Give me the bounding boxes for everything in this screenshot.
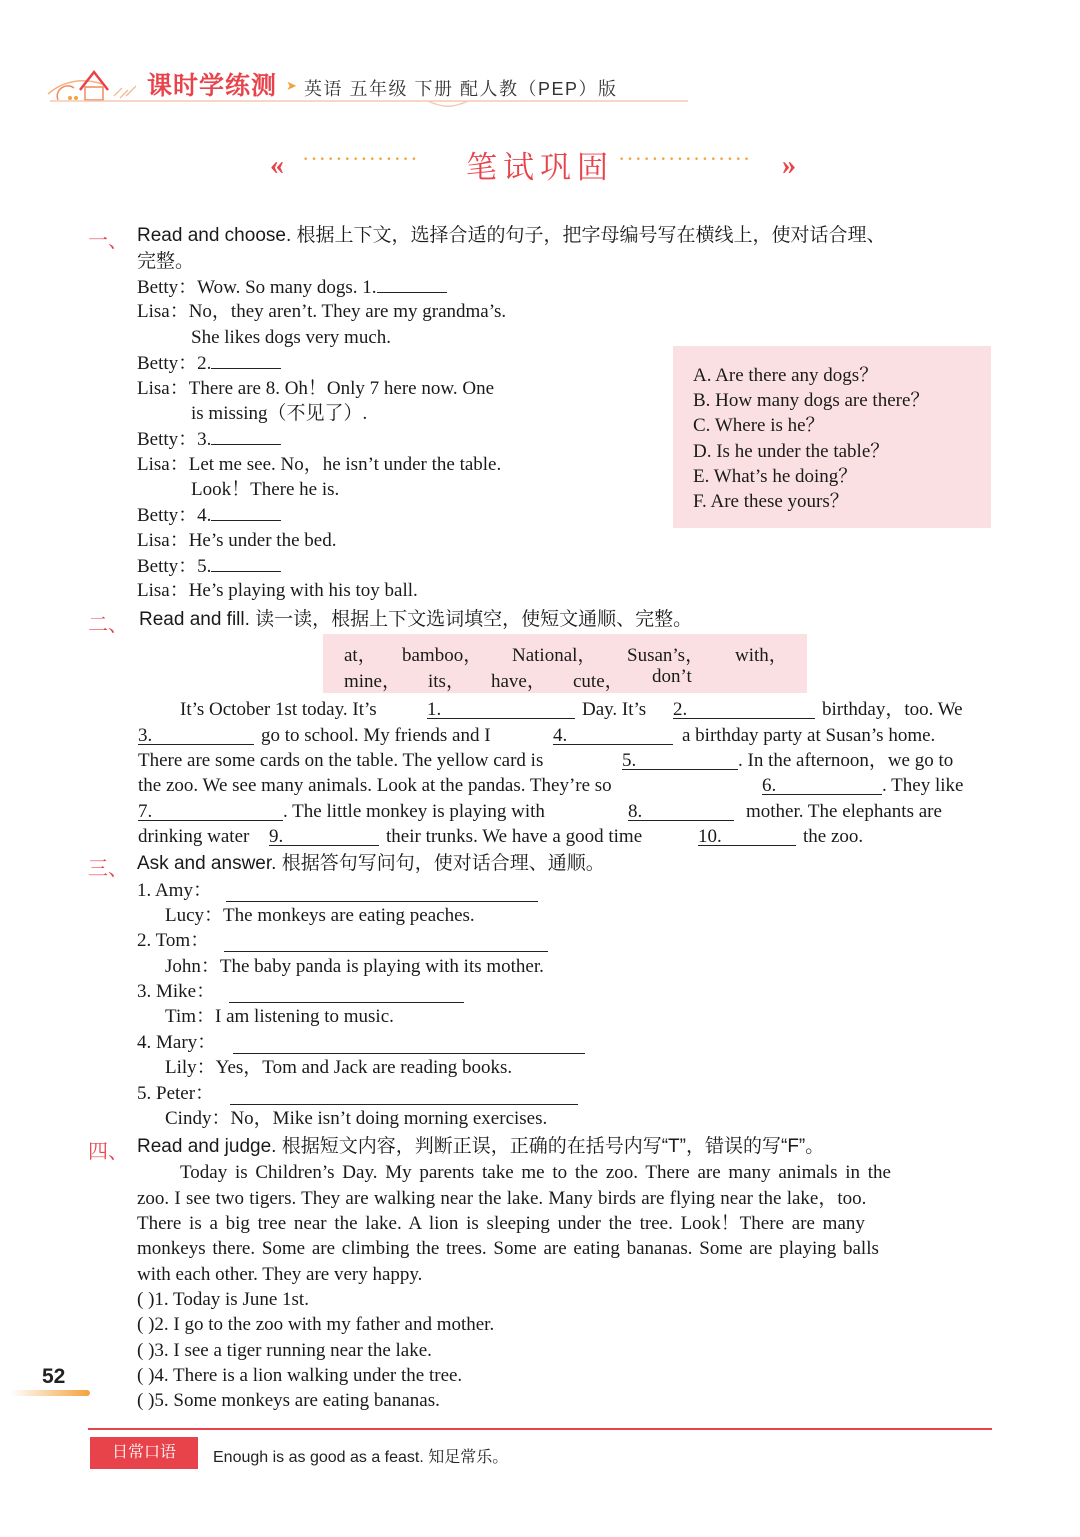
passage-line: Today is Children’s Day. My parents take me to the zoo. There are many animals in the bbox=[180, 1162, 891, 1183]
judge-statement[interactable]: ( )3. I see a tiger running near the lake. bbox=[137, 1340, 432, 1361]
word-item: at， bbox=[344, 645, 377, 666]
judge-statement[interactable]: ( )1. Today is June 1st. bbox=[137, 1289, 309, 1310]
blank-label: 10. bbox=[698, 826, 722, 847]
passage-line: their trunks. We have a good time bbox=[386, 826, 643, 847]
option-a: A. Are there any dogs？ bbox=[693, 365, 879, 386]
fill-blank[interactable] bbox=[698, 827, 796, 846]
dialogue-line: is missing（不见了）. bbox=[191, 403, 368, 424]
dialogue-line: Lisa：There are 8. Oh！Only 7 here now. One bbox=[137, 378, 495, 399]
word-bank bbox=[323, 634, 807, 693]
answer-line[interactable] bbox=[224, 933, 548, 952]
answer-blank[interactable] bbox=[377, 274, 447, 293]
part1-heading: Read and choose. 根据上下文，选择合适的句子，把字母编号写在横线上，使对话合理、 bbox=[137, 225, 886, 246]
answer-sentence: Tim：I am listening to music. bbox=[165, 1006, 394, 1027]
dialogue-line: Lisa：He’s playing with his toy ball. bbox=[137, 580, 418, 601]
footer-divider bbox=[88, 1428, 992, 1430]
judge-statement[interactable]: ( )5. Some monkeys are eating bananas. bbox=[137, 1390, 440, 1411]
dialogue-line: She likes dogs very much. bbox=[191, 327, 392, 348]
options-box bbox=[673, 346, 991, 528]
passage-line: zoo. I see two tigers. They are walking near the lake. Many birds are flying near the lake，too. bbox=[137, 1188, 867, 1209]
passage-line: the zoo. bbox=[803, 826, 864, 847]
section-title: 笔试巩固 bbox=[466, 150, 614, 185]
word-item: National， bbox=[512, 645, 597, 666]
daily-phrase-badge: 日常口语 bbox=[90, 1437, 198, 1469]
blank-label: 1. bbox=[427, 699, 442, 720]
fill-blank[interactable] bbox=[427, 700, 575, 719]
brand-arrow: ➤ bbox=[286, 78, 297, 93]
right-chevron-icon: » bbox=[782, 150, 796, 181]
page-number-bar bbox=[10, 1390, 90, 1396]
passage-line: a birthday party at Susan’s home. bbox=[682, 725, 936, 746]
judge-statement[interactable]: ( )4. There is a lion walking under the tree. bbox=[137, 1365, 463, 1386]
word-item: have， bbox=[491, 671, 546, 692]
passage-line: monkeys there. Some are climbing the trees. Some are eating bananas. Some are playing balls bbox=[137, 1238, 879, 1259]
left-chevron-icon: « bbox=[270, 150, 284, 181]
answer-line[interactable] bbox=[229, 984, 464, 1003]
option-f: F. Are these yours？ bbox=[693, 491, 849, 512]
word-item: cute， bbox=[573, 671, 624, 692]
dialogue-line: Lisa：He’s under the bed. bbox=[137, 530, 337, 551]
option-b: B. How many dogs are there？ bbox=[693, 390, 930, 411]
fill-blank[interactable] bbox=[628, 802, 734, 821]
passage-line: go to school. My friends and I bbox=[261, 725, 491, 746]
answer-sentence: Lily：Yes，Tom and Jack are reading books. bbox=[165, 1057, 513, 1078]
answer-line[interactable] bbox=[230, 1086, 578, 1105]
option-d: D. Is he under the table？ bbox=[693, 441, 890, 462]
judge-statement[interactable]: ( )2. I go to the zoo with my father and mother. bbox=[137, 1314, 495, 1335]
passage-line: Day. It’s bbox=[582, 699, 647, 720]
passage-line: mother. The elephants are bbox=[746, 801, 942, 822]
word-item: don’t bbox=[652, 666, 692, 687]
passage-line: There is a big tree near the lake. A lion is sleeping under the tree. Look！There are many bbox=[137, 1213, 865, 1234]
dialogue-line: Betty：3. bbox=[137, 426, 281, 452]
answer-blank[interactable] bbox=[211, 502, 281, 521]
passage-line: . They like bbox=[882, 775, 964, 796]
page-number: 52 bbox=[42, 1365, 66, 1388]
answer-blank[interactable] bbox=[211, 426, 281, 445]
answer-line[interactable] bbox=[233, 1035, 585, 1054]
question-label: 3. Mike： bbox=[137, 981, 216, 1002]
blank-label: 3. bbox=[138, 725, 153, 746]
left-dots: ·············· bbox=[302, 146, 419, 171]
part3-heading: Ask and answer. 根据答句写问句，使对话合理、通顺。 bbox=[137, 853, 605, 874]
answer-blank[interactable] bbox=[211, 553, 281, 572]
fill-blank[interactable] bbox=[622, 751, 738, 770]
passage-line: . The little monkey is playing with bbox=[283, 801, 545, 822]
answer-sentence: John：The baby panda is playing with its mother. bbox=[165, 956, 544, 977]
word-item: Susan’s， bbox=[627, 645, 705, 666]
dialogue-line: Lisa：Let me see. No，he isn’t under the table. bbox=[137, 454, 502, 475]
word-item: mine， bbox=[344, 671, 401, 692]
passage-line: There are some cards on the table. The yellow card is bbox=[138, 750, 544, 771]
blank-label: 4. bbox=[553, 725, 568, 746]
question-label: 5. Peter： bbox=[137, 1083, 215, 1104]
part4-number: 四、 bbox=[88, 1141, 128, 1163]
option-e: E. What’s he doing？ bbox=[693, 466, 858, 487]
answer-sentence: Lucy：The monkeys are eating peaches. bbox=[165, 905, 475, 926]
dialogue-line: Betty：5. bbox=[137, 553, 281, 579]
dialogue-line: Betty：4. bbox=[137, 502, 281, 528]
word-item: bamboo， bbox=[402, 645, 483, 666]
question-label: 4. Mary： bbox=[137, 1032, 217, 1053]
blank-label: 8. bbox=[628, 801, 643, 822]
dialogue-line: Look！There he is. bbox=[191, 479, 340, 500]
part2-number: 二、 bbox=[88, 614, 128, 636]
fill-blank[interactable] bbox=[269, 827, 379, 846]
blank-label: 9. bbox=[269, 826, 284, 847]
blank-label: 2. bbox=[673, 699, 688, 720]
fill-blank[interactable] bbox=[673, 700, 815, 719]
word-item: with， bbox=[735, 645, 788, 666]
right-dots: ················ bbox=[618, 146, 752, 171]
dialogue-line: Lisa：No，they aren’t. They are my grandma’s. bbox=[137, 301, 507, 322]
fill-blank[interactable] bbox=[138, 726, 254, 745]
header-underline bbox=[48, 96, 693, 110]
passage-line: It’s October 1st today. It’s bbox=[180, 699, 377, 720]
blank-label: 7. bbox=[138, 801, 153, 822]
passage-line: . In the afternoon，we go to bbox=[738, 750, 954, 771]
passage-line: drinking water bbox=[138, 826, 250, 847]
blank-label: 5. bbox=[622, 750, 637, 771]
answer-blank[interactable] bbox=[211, 350, 281, 369]
part2-heading: Read and fill. 读一读，根据上下文选词填空，使短文通顺、完整。 bbox=[139, 609, 693, 630]
option-c: C. Where is he？ bbox=[693, 415, 825, 436]
passage-line: birthday，too. We bbox=[822, 699, 963, 720]
part1-heading-cont: 完整。 bbox=[137, 251, 195, 272]
part4-heading: Read and judge. 根据短文内容，判断正误，正确的在括号内写“T”，错误的写“F”。 bbox=[137, 1136, 825, 1157]
fill-blank[interactable] bbox=[762, 776, 882, 795]
dialogue-line: Betty：Wow. So many dogs. 1. bbox=[137, 274, 447, 300]
book-subtitle: 英语 五年级 下册 配人教（PEP）版 bbox=[304, 79, 618, 99]
passage-line: the zoo. We see many animals. Look at the pandas. They’re so bbox=[138, 775, 612, 796]
part3-number: 三、 bbox=[88, 858, 128, 880]
daily-phrase: Enough is as good as a feast. 知足常乐。 bbox=[213, 1449, 509, 1466]
question-label: 1. Amy： bbox=[137, 880, 212, 901]
answer-line[interactable] bbox=[226, 883, 538, 902]
fill-blank[interactable] bbox=[138, 802, 283, 821]
dialogue-line: Betty：2. bbox=[137, 350, 281, 376]
answer-sentence: Cindy：No，Mike isn’t doing morning exercises. bbox=[165, 1108, 548, 1129]
part1-number: 一、 bbox=[88, 230, 128, 252]
blank-label: 6. bbox=[762, 775, 777, 796]
question-label: 2. Tom： bbox=[137, 930, 210, 951]
passage-line: with each other. They are very happy. bbox=[137, 1264, 423, 1285]
word-item: its， bbox=[428, 671, 465, 692]
brand-title: 课时学练测 bbox=[147, 72, 278, 100]
fill-blank[interactable] bbox=[553, 726, 673, 745]
